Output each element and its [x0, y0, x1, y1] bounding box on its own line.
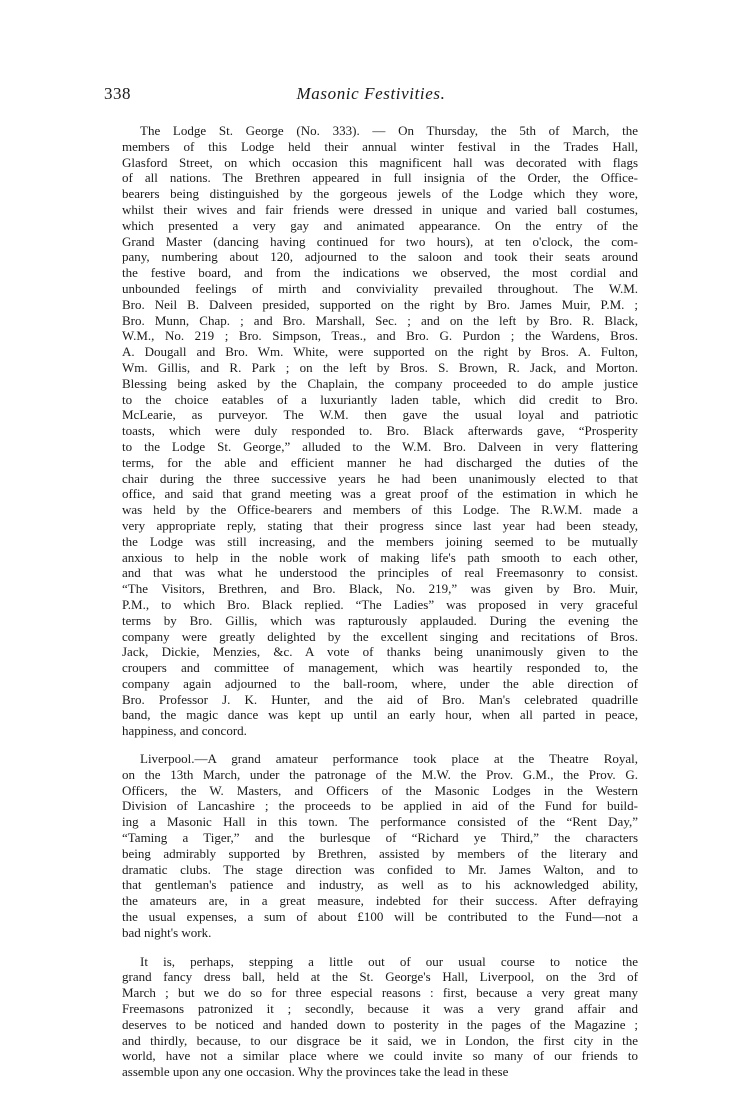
- text-line: Glasford Street, on which occasion this magnificent hall was decorated with flags: [122, 154, 638, 170]
- text-line: to the choice eatables of a luxuriantly laden table, which did credit to Bro.: [122, 391, 638, 407]
- text-line: company again adjourned to the ball-room, where, under the able direction of: [122, 675, 638, 691]
- text-line: assemble upon any one occasion. Why the provinces take the lead in these: [122, 1064, 509, 1080]
- text-line: was held by the Office-bearers and members of this Lodge. The R.W.M. made a: [122, 502, 638, 518]
- text-line: that gentleman's patience and industry, as well as to his acknowledged ability,: [122, 877, 638, 893]
- text-line: band, the magic dance was kept up until an early hour, when all parted in peace,: [122, 707, 638, 723]
- text-line: Grand Master (dancing having continued for two hours), at ten o'clock, the com-: [122, 233, 638, 249]
- text-line: Freemasons patronized it ; secondly, because it was a very grand affair and: [122, 1001, 638, 1017]
- text-line: the Lodge was still increasing, and the members joining seemed to be mutually: [122, 533, 638, 549]
- text-line: pany, numbering about 120, adjourned to the saloon and took their seats around: [122, 249, 638, 265]
- text-line: croupers and committee of management, which was heartily responded to, the: [122, 660, 638, 676]
- text-line: whilst their wives and fair friends were dressed in unique and varied ball costumes,: [122, 201, 638, 217]
- text-line: company were greatly delighted by the excellent singing and recitations of Bros.: [122, 628, 638, 644]
- text-line: members of this Lodge held their annual winter festival in the Trades Hall,: [122, 138, 638, 154]
- text-line: of all nations. The Brethren appeared in full insignia of the Order, the Office-: [122, 170, 638, 186]
- text-line: Liverpool.—A grand amateur performance took place at the Theatre Royal,: [140, 751, 638, 767]
- text-line: ing a Masonic Hall in this town. The performance consisted of the “Rent Day,”: [122, 814, 638, 830]
- paragraph: [104, 123, 638, 739]
- text-line: terms, for the able and efficient manner he had discharged the duties of the: [122, 454, 638, 470]
- text-line: the festive board, and from the indications we observed, the most cordial and: [122, 265, 638, 281]
- text-line: Bro. Neil B. Dalveen presided, supported on the right by Bro. James Muir, P.M. ;: [122, 296, 638, 312]
- page-number: 338: [104, 84, 131, 103]
- running-head: [104, 84, 638, 106]
- text-line: Jack, Dickie, Menzies, &c. A vote of thanks being unanimously given to the: [122, 644, 638, 660]
- text-line: deserves to be noticed and handed down to posterity in the pages of the Magazine ;: [122, 1016, 638, 1032]
- text-line: unbounded feelings of mirth and conviviality prevailed throughout. The W.M.: [122, 280, 638, 296]
- text-line: “The Visitors, Brethren, and Bro. Black, No. 219,” was given by Bro. Muir,: [122, 581, 638, 597]
- text-line: bad night's work.: [122, 924, 212, 940]
- text-line: March ; but we do so for three especial reasons : first, because a very great many: [122, 985, 638, 1001]
- text-line: on the 13th March, under the patronage of the M.W. the Prov. G.M., the Prov. G.: [122, 766, 638, 782]
- text-line: dramatic clubs. The stage direction was confided to Mr. James Walton, and to: [122, 861, 638, 877]
- text-line: Wm. Gillis, and R. Park ; on the left by Bros. S. Brown, R. Jack, and Morton.: [122, 359, 638, 375]
- text-line: which presented a very gay and animated appearance. On the entry of the: [122, 217, 638, 233]
- text-line: grand fancy dress ball, held at the St. George's Hall, Liverpool, on the 3rd of: [122, 969, 638, 985]
- text-line: “Taming a Tiger,” and the burlesque of “Richard ye Third,” the characters: [122, 830, 638, 846]
- text-line: chair during the three successive years he had been unanimously elected to that: [122, 470, 638, 486]
- running-title: Masonic Festivities.: [296, 84, 446, 103]
- text-line: W.M., No. 219 ; Bro. Simpson, Treas., and Bro. G. Purdon ; the Wardens, Bros.: [122, 328, 638, 344]
- text-line: to the Lodge St. George,” alluded to the W.M. Bro. Dalveen in very flattering: [122, 438, 638, 454]
- text-line: bearers being distinguished by the gorgeous jewels of the Lodge which they wore,: [122, 186, 638, 202]
- text-line: toasts, which were duly responded to. Bro. Black afterwards gave, “Prosperity: [122, 423, 638, 439]
- text-line: Bro. Professor J. K. Hunter, and the aid of Bro. Man's celebrated quadrille: [122, 691, 638, 707]
- text-line: Bro. Munn, Chap. ; and Bro. Marshall, Sec. ; and on the left by Bro. R. Black,: [122, 312, 638, 328]
- text-line: being admirably supported by Brethren, assisted by members of the literary and: [122, 845, 638, 861]
- text-line: P.M., to which Bro. Black replied. “The Ladies” was proposed in very graceful: [122, 596, 638, 612]
- text-line: Blessing being asked by the Chaplain, the company proceeded to do ample justice: [122, 375, 638, 391]
- text-line: Officers, the W. Masters, and Officers of the Masonic Lodges in the Western: [122, 782, 638, 798]
- text-line: It is, perhaps, stepping a little out of our usual course to notice the: [140, 953, 638, 969]
- paragraph: [104, 751, 638, 941]
- text-line: and thirdly, because, to our disgrace be it said, we in London, the first city in the: [122, 1032, 638, 1048]
- paragraph: [104, 954, 638, 1080]
- text-line: McLearie, as purveyor. The W.M. then gave the usual loyal and patriotic: [122, 407, 638, 423]
- text-line: A. Dougall and Bro. Wm. White, were supported on the right by Bros. A. Fulton,: [122, 344, 638, 360]
- text-line: Division of Lancashire ; the proceeds to be applied in aid of the Fund for build-: [122, 798, 638, 814]
- text-line: and that was what he understood the principles of real Freemasonry to consist.: [122, 565, 638, 581]
- text-line: very appropriate reply, stating that their progress since last year had been steady,: [122, 517, 638, 533]
- text-line: the usual expenses, a sum of about £100 will be contributed to the Fund—not a: [122, 909, 638, 925]
- text-line: terms by Bro. Gillis, which was rapturously applauded. During the evening the: [122, 612, 638, 628]
- text-line: office, and said that grand meeting was a great proof of the estimation in which he: [122, 486, 638, 502]
- text-line: the amateurs are, in a great measure, indebted for their success. After defraying: [122, 893, 638, 909]
- text-line: world, have not a similar place where we could invite so many of our friends to: [122, 1048, 638, 1064]
- text-line: The Lodge St. George (No. 333). — On Thursday, the 5th of March, the: [140, 123, 638, 138]
- text-line: anxious to help in the noble work of making life's path smooth to each other,: [122, 549, 638, 565]
- article-body: [104, 123, 638, 1080]
- text-line: happiness, and concord.: [122, 723, 247, 739]
